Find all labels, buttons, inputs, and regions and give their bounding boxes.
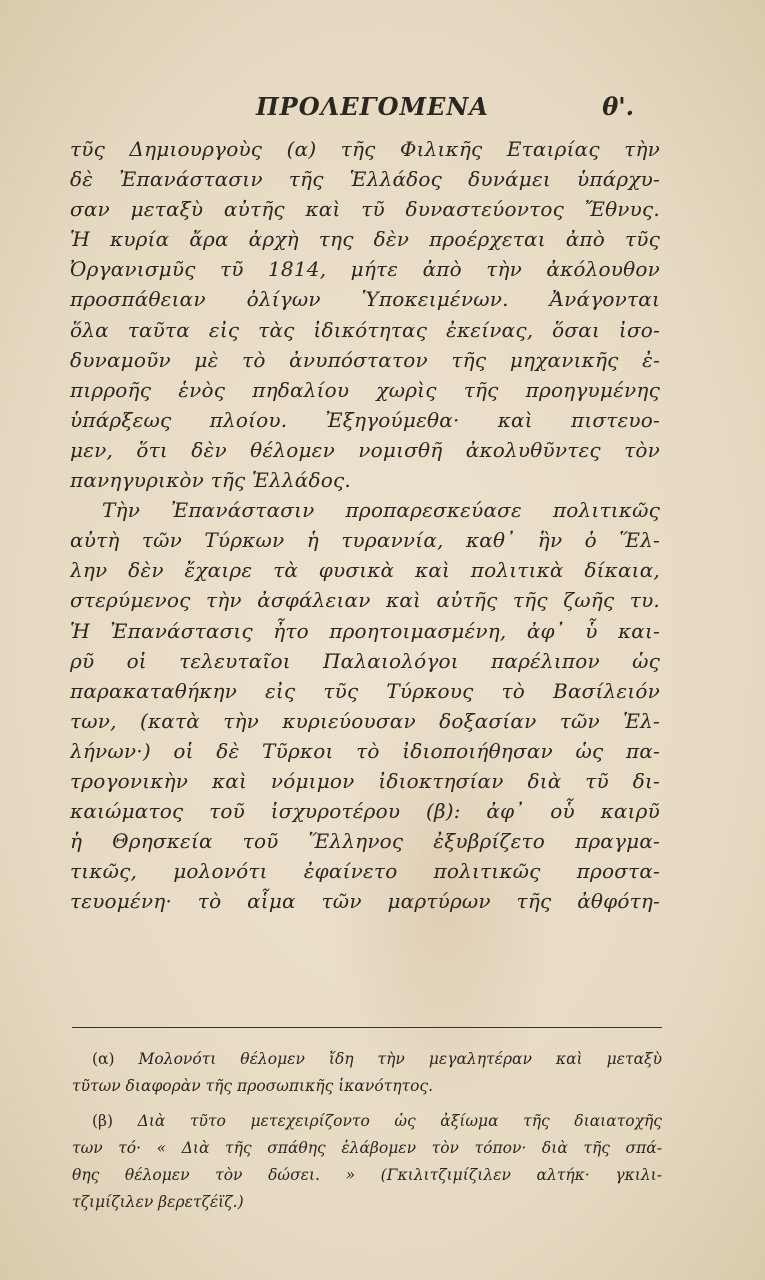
text-line: ἡ Θρησκεία τοῦ Ἕλληνος ἐξυβρίζετο πραγμα- <box>70 829 660 854</box>
footnote-line: τζιμίζιλεν βερετζέϊζ.) <box>72 1193 244 1211</box>
footnote-line <box>72 1108 662 1135</box>
footnote-marker: (α) <box>92 1050 115 1068</box>
page-number: θ'. <box>602 92 634 121</box>
text-line: λην δὲν ἔχαιρε τὰ φυσικὰ καὶ πολιτικὰ δίκαια, <box>70 558 660 583</box>
text-line: τικῶς, μολονότι ἐφαίνετο πολιτικῶς προστα- <box>70 859 660 884</box>
main-text <box>70 134 660 916</box>
page-header <box>250 92 670 132</box>
text-line: παρακαταθήκην εἰς τῦς Τύρκους τὸ Βασίλειόν <box>70 678 660 703</box>
footnote-marker: (β) <box>92 1112 114 1130</box>
text-line: ρῦ οἱ τελευταῖοι Παλαιολόγοι παρέλιπον ὡς <box>70 648 660 673</box>
text-line: πανηγυρικὸν τῆς Ἑλλάδος. <box>70 468 351 493</box>
text-line: στερύμενος τὴν ἀσφάλειαν καὶ αὐτῆς τῆς ζωῆς τυ. <box>70 588 660 613</box>
text-line: Ὀργανισμῦς τῦ 1814, μήτε ἀπὸ τὴν ἀκόλουθον <box>70 257 660 282</box>
footnote-divider <box>72 1027 662 1028</box>
text-line: μεν, ὅτι δὲν θέλομεν νομισθῆ ἀκολυθῦντες τὸν <box>70 437 660 462</box>
text-line: Ἡ Ἐπανάστασις ἦτο προητοιμασμένη, ἀφ᾽ ὗ και- <box>70 618 660 643</box>
text-line: πιρροῆς ἑνὸς πηδαλίου χωρὶς τῆς προηγυμένης <box>70 377 660 402</box>
footnote-text: Διὰ τῦτο μετεχειρίζοντο ὡς ἀξίωμα τῆς διαιατοχῆς <box>137 1112 662 1130</box>
footnote-line: θης θέλομεν τὸν δώσει. » (Γκιλιτζιμίζιλεν αλτήκ· γκιλι- <box>72 1166 662 1184</box>
text-line: τευομένη· τὸ αἷμα τῶν μαρτύρων τῆς ἀθφότη- <box>70 889 660 914</box>
text-line: καιώματος τοῦ ἰσχυροτέρου (β): ἀφ᾽ οὗ καιρῦ <box>70 799 660 824</box>
footnote-line: των τό· « Διὰ τῆς σπάθης ἐλάβομεν τὸν τόπον· διὰ τῆς σπά- <box>72 1139 662 1157</box>
text-line: δυναμοῦν μὲ τὸ ἀνυπόστατον τῆς μηχανικῆς ἐ- <box>70 347 660 372</box>
footnote-line <box>72 1046 662 1073</box>
text-line: σαν μεταξὺ αὐτῆς καὶ τῦ δυναστεύοντος Ἔθνυς. <box>70 197 660 222</box>
footnote-a <box>72 1046 662 1100</box>
text-line: των, (κατὰ τὴν κυριεύουσαν δοξασίαν τῶν Ἑλ- <box>70 708 660 733</box>
footnote-b <box>72 1108 662 1216</box>
text-line: Ἡ κυρία ἄρα ἀρχὴ της δὲν προέρχεται ἀπὸ τῦς <box>70 227 660 252</box>
text-line: δὲ Ἐπανάστασιν τῆς Ἑλλάδος δυνάμει ὑπάρχυ- <box>70 167 660 192</box>
running-title: ΠΡΟΛΕΓΟΜΕΝΑ <box>256 92 489 121</box>
footnote-spacer <box>72 1100 662 1108</box>
footnote-text: Μολονότι θέλομεν ἴδη τὴν μεγαλητέραν καὶ μεταξὺ <box>138 1050 662 1068</box>
footnote-line: τῦτων διαφορὰν τῆς προσωπικῆς ἱκανότητος. <box>72 1077 434 1095</box>
text-line: Τὴν Ἐπανάστασιν προπαρεσκεύασε πολιτικῶς <box>102 498 660 523</box>
text-line: ὑπάρξεως πλοίου. Ἐξηγούμεθα· καὶ πιστευο- <box>70 407 660 432</box>
text-line: αὐτὴ τῶν Τύρκων ἡ τυραννία, καθ᾽ ἣν ὁ Ἕλ- <box>70 528 660 553</box>
text-line: τῦς Δημιουργοὺς (α) τῆς Φιλικῆς Εταιρίας τὴν <box>70 137 660 161</box>
text-line: λήνων·) οἱ δὲ Τῦρκοι τὸ ἰδιοποιήθησαν ὡς πα- <box>70 738 660 763</box>
text-line: τρογονικὴν καὶ νόμιμον ἰδιοκτησίαν διὰ τῦ δι- <box>70 768 660 793</box>
footnotes <box>72 1046 662 1216</box>
text-line: προσπάθειαν ὀλίγων Ὑποκειμένων. Ἀνάγονται <box>70 287 660 312</box>
text-line: ὅλα ταῦτα εἰς τὰς ἰδικότητας ἐκείνας, ὅσαι ἰσο- <box>70 317 660 342</box>
